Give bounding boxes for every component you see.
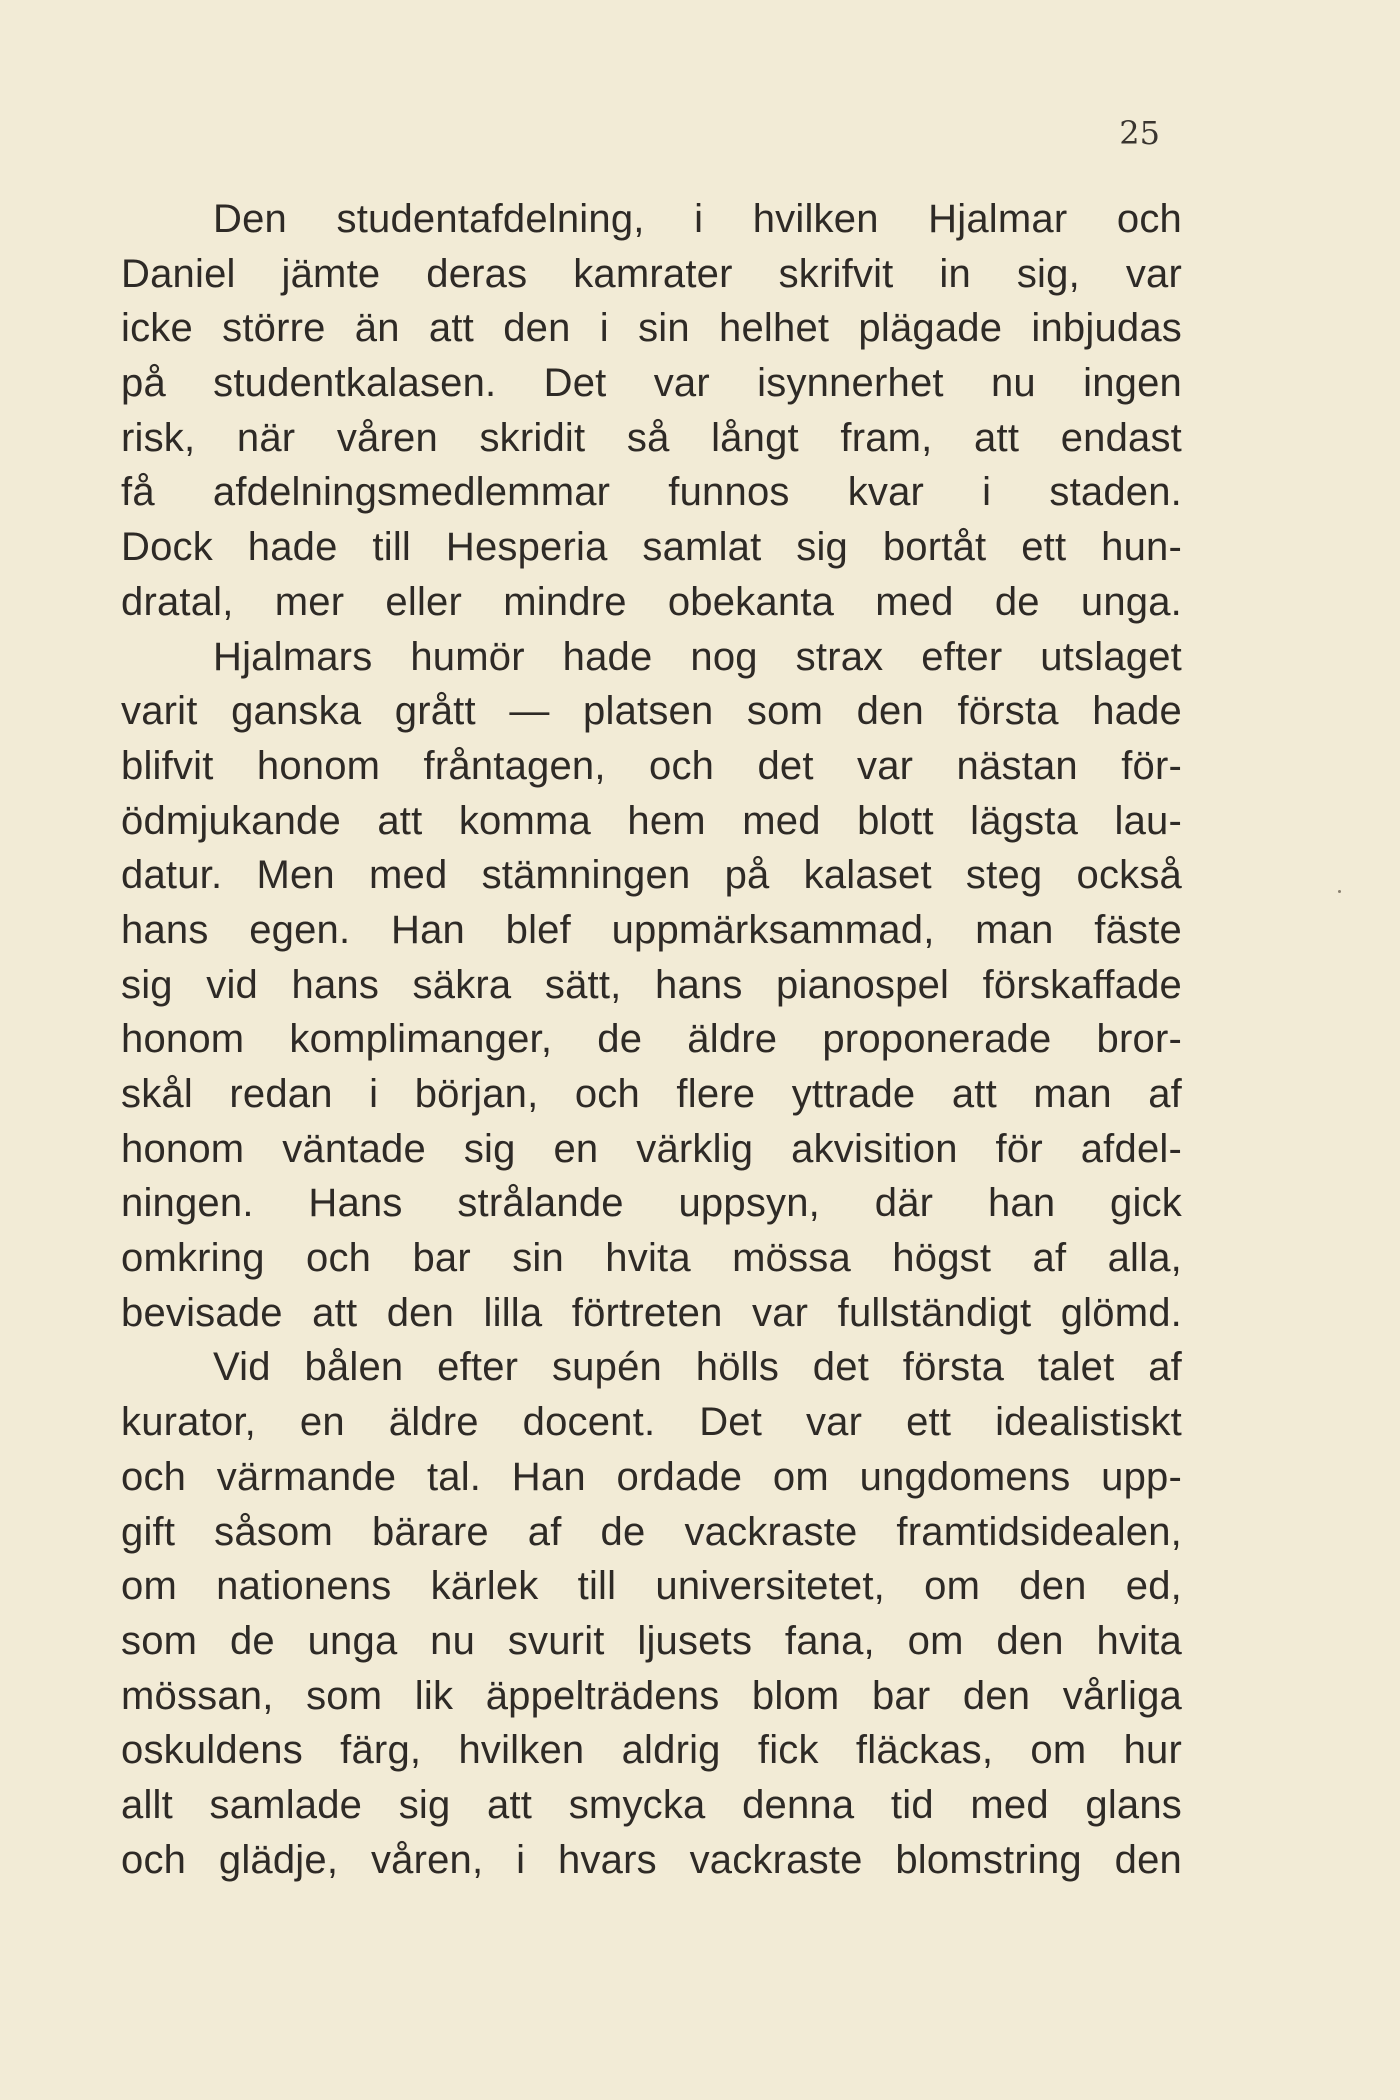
text-line: oskuldens färg, hvilken aldrig fick fläckas, om hur <box>121 1728 1182 1773</box>
text-line: Den studentafdelning, i hvilken Hjalmar och <box>213 197 1182 241</box>
text-line: dratal, mer eller mindre obekanta med de unga. <box>121 579 1182 624</box>
text-line: ningen. Hans strålande uppsyn, där han gick <box>121 1181 1182 1226</box>
text-line: bevisade att den lilla förtreten var fullständigt glömd. <box>121 1290 1182 1335</box>
text-line: datur. Men med stämningen på kalaset steg också <box>121 853 1182 898</box>
text-line: icke större än att den i sin helhet plägade inbjudas <box>121 306 1182 351</box>
text-line: Dock hade till Hesperia samlat sig bortåt ett hun- <box>121 525 1182 570</box>
text-line: skål redan i början, och flere yttrade att man af <box>121 1072 1182 1116</box>
text-line: hans egen. Han blef uppmärksammad, man fäste <box>121 907 1182 952</box>
text-line: omkring och bar sin hvita mössa högst af alla, <box>121 1236 1182 1281</box>
text-line: som de unga nu svurit ljusets fana, om den hvita <box>121 1618 1182 1663</box>
text-line: få afdelningsmedlemmar funnos kvar i staden. <box>121 470 1182 515</box>
text-line: sig vid hans säkra sätt, hans pianospel förskaffade <box>121 962 1182 1007</box>
text-line: på studentkalasen. Det var isynnerhet nu ingen <box>121 361 1182 406</box>
text-line: och värmande tal. Han ordade om ungdomens upp- <box>121 1454 1182 1499</box>
text-line: ödmjukande att komma hem med blott lägsta lau- <box>121 798 1182 843</box>
text-line: Daniel jämte deras kamrater skrifvit in sig, var <box>121 251 1182 296</box>
text-line: risk, när våren skridit så långt fram, att endast <box>121 415 1182 460</box>
text-line: honom väntade sig en värklig akvisition för afdel- <box>121 1126 1182 1171</box>
text-line: honom komplimanger, de äldre proponerade bror- <box>121 1017 1182 1062</box>
text-line: mössan, som lik äppelträdens blom bar den vårliga <box>121 1673 1182 1718</box>
text-line: kurator, en äldre docent. Det var ett idealistiskt <box>121 1400 1182 1445</box>
text-line: om nationens kärlek till universitetet, om den ed, <box>121 1564 1182 1609</box>
text-line: varit ganska grått — platsen som den första hade <box>121 689 1182 734</box>
text-line: blifvit honom fråntagen, och det var nästan för- <box>121 743 1182 788</box>
text-line: och glädje, våren, i hvars vackraste blomstring den <box>121 1837 1182 1882</box>
body-text <box>121 192 1182 1887</box>
text-line: allt samlade sig att smycka denna tid med glans <box>121 1782 1182 1827</box>
page-number: 25 <box>1119 114 1160 152</box>
text-line: Vid bålen efter supén hölls det första talet af <box>213 1345 1182 1390</box>
text-line: Hjalmars humör hade nog strax efter utslaget <box>213 634 1182 679</box>
text-line: gift såsom bärare af de vackraste framtidsidealen, <box>121 1509 1182 1554</box>
paper-speck <box>1338 890 1341 893</box>
